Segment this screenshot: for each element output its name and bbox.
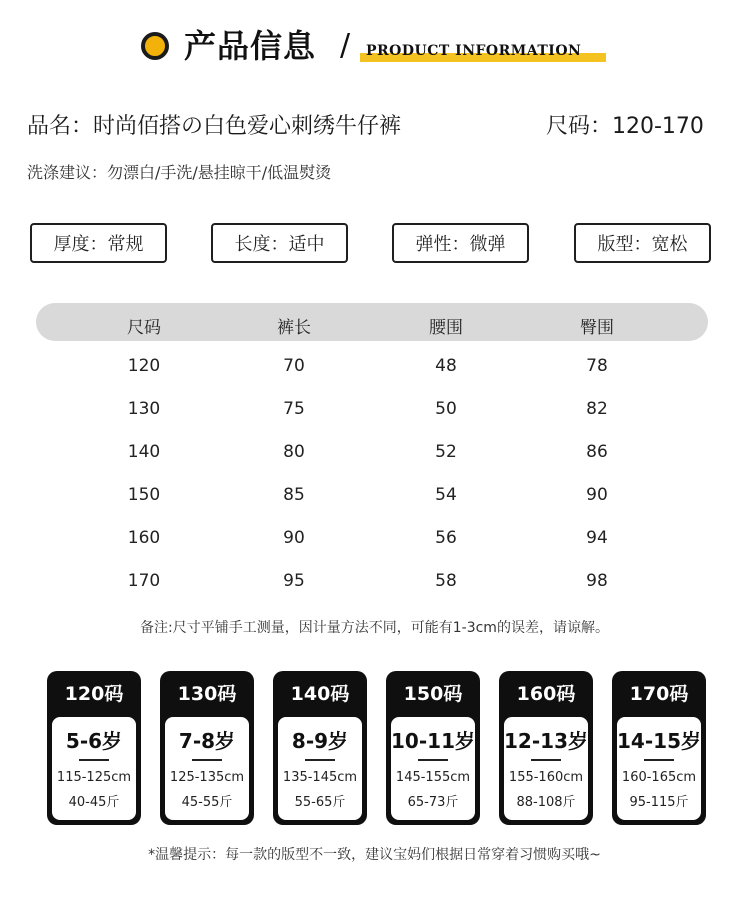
card-body [52, 717, 136, 820]
card-age: 10-11岁 [391, 729, 475, 753]
table-cell: 95 [283, 571, 305, 591]
measurement-note: 备注:尺寸平铺手工测量，因计量方法不同，可能有1-3cm的误差，请谅解。 [140, 620, 609, 636]
card-size-code: 160码 [516, 683, 576, 705]
table-cell: 130 [127, 399, 161, 419]
size-card-120 [47, 671, 141, 825]
card-divider [305, 759, 335, 761]
table-cell: 50 [435, 399, 457, 419]
card-body [617, 717, 701, 820]
card-weight: 95-115斤 [629, 795, 689, 810]
size-card-160 [499, 671, 593, 825]
card-age: 8-9岁 [291, 729, 349, 753]
table-header-waist: 腰围 [429, 318, 463, 338]
card-weight: 45-55斤 [181, 795, 233, 810]
table-cell: 78 [586, 356, 608, 376]
table-cell: 98 [586, 571, 608, 591]
card-body [165, 717, 249, 820]
card-height: 160-165cm [621, 770, 697, 785]
card-divider [192, 759, 222, 761]
product-name: 品名：时尚佰搭の白色爱心刺绣牛仔裤 [27, 114, 402, 139]
table-cell: 80 [283, 442, 305, 462]
card-divider [418, 759, 448, 761]
attribute-thickness: 厚度：常规 [30, 223, 167, 263]
card-size-code: 170码 [629, 683, 689, 705]
table-cell: 75 [283, 399, 305, 419]
card-height: 155-160cm [508, 770, 584, 785]
card-height: 125-135cm [169, 770, 245, 785]
product-size-range: 尺码：120-170 [546, 114, 704, 139]
card-divider [531, 759, 561, 761]
table-cell: 140 [127, 442, 161, 462]
page-subtitle: PRODUCT INFORMATION [366, 43, 582, 59]
card-divider [79, 759, 109, 761]
card-height: 145-155cm [395, 770, 471, 785]
card-age: 7-8岁 [178, 729, 236, 753]
table-header-length: 裤长 [277, 318, 311, 338]
card-weight: 88-108斤 [516, 795, 576, 810]
card-weight: 65-73斤 [407, 795, 459, 810]
table-cell: 52 [435, 442, 457, 462]
attribute-fit: 版型：宽松 [574, 223, 711, 263]
table-cell: 85 [283, 485, 305, 505]
footer-tip: *温馨提示：每一款的版型不一致，建议宝妈们根据日常穿着习惯购买哦~ [148, 847, 601, 863]
card-body [278, 717, 362, 820]
washing-advice: 洗涤建议：勿漂白/手洗/悬挂晾干/低温熨烫 [27, 163, 332, 182]
card-divider [644, 759, 674, 761]
card-height: 135-145cm [282, 770, 358, 785]
card-size-code: 150码 [403, 683, 463, 705]
title-dot-icon [141, 32, 169, 60]
table-cell: 170 [127, 571, 161, 591]
title-en-block [360, 42, 606, 64]
table-header-size: 尺码 [127, 318, 161, 338]
table-cell: 56 [435, 528, 457, 548]
attribute-elasticity: 弹性：微弹 [392, 223, 529, 263]
card-age: 14-15岁 [617, 729, 701, 753]
card-size-code: 130码 [177, 683, 237, 705]
table-cell: 58 [435, 571, 457, 591]
card-weight: 55-65斤 [294, 795, 346, 810]
card-age: 5-6岁 [65, 729, 123, 753]
table-cell: 90 [283, 528, 305, 548]
table-cell: 90 [586, 485, 608, 505]
card-body [504, 717, 588, 820]
table-cell: 48 [435, 356, 457, 376]
table-cell: 54 [435, 485, 457, 505]
card-body [391, 717, 475, 820]
card-height: 115-125cm [56, 770, 132, 785]
size-card-150 [386, 671, 480, 825]
size-card-170 [612, 671, 706, 825]
table-cell: 94 [586, 528, 608, 548]
card-age: 12-13岁 [504, 729, 588, 753]
card-weight: 40-45斤 [68, 795, 120, 810]
table-cell: 120 [127, 356, 161, 376]
attribute-length: 长度：适中 [211, 223, 348, 263]
page-title: 产品信息 [184, 27, 317, 65]
table-cell: 86 [586, 442, 608, 462]
table-cell: 70 [283, 356, 305, 376]
card-size-code: 120码 [64, 683, 124, 705]
title-separator: / [340, 28, 351, 63]
card-size-code: 140码 [290, 683, 350, 705]
table-cell: 160 [127, 528, 161, 548]
size-card-140 [273, 671, 367, 825]
table-cell: 82 [586, 399, 608, 419]
table-header-hip: 臀围 [580, 318, 614, 338]
table-cell: 150 [127, 485, 161, 505]
size-card-130 [160, 671, 254, 825]
